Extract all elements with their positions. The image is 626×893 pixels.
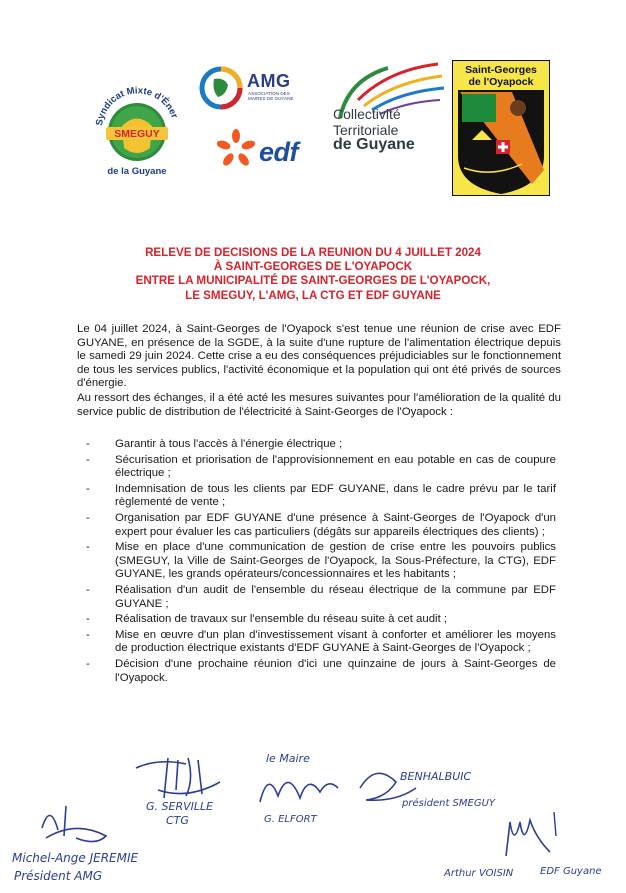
edf-logo	[215, 128, 315, 174]
signature-amg	[6, 800, 186, 886]
svg-text:BENHALBUIC: BENHALBUIC	[400, 770, 472, 783]
svg-text:G. ELFORT: G. ELFORT	[264, 814, 317, 825]
amg-logo	[198, 65, 310, 111]
title-line: LE SMEGUY, L'AMG, LA CTG ET EDF GUYANE	[185, 288, 441, 302]
list-item: - Réalisation de travaux sur l'ensemble du réseau suite à cet audit ;	[86, 613, 448, 626]
list-item: - Indemnisation de tous les clients par EDF GUYANE, dans le cadre prévu par le tarif règlementé de vente ;	[86, 482, 556, 509]
measures-list	[86, 438, 556, 687]
ctg-line-1: Collectivité	[333, 106, 401, 122]
svg-text:EDF Guyane: EDF Guyane	[540, 866, 602, 877]
smeguy-arc-text: Syndicat Mixte d'Éner	[93, 85, 180, 127]
title-line: À SAINT-GEORGES DE L'OYAPOCK	[213, 260, 413, 274]
measures-intro-paragraph: Au ressort des échanges, il a été acté les mesures suivantes pour l'amélioration de la qualité du service public de distribution de l'électricité à Saint-Georges de l'Oyapock :	[77, 392, 561, 418]
ctg-logo	[328, 60, 448, 180]
saint-georges-title: Saint-Georges de l'Oyapock	[465, 64, 537, 88]
svg-text:Michel-Ange JEREMIE: Michel-Ange JEREMIE	[12, 851, 139, 865]
svg-text:président SMEGUY: président SMEGUY	[402, 798, 496, 809]
ctg-line-2: Territoriale	[333, 122, 399, 138]
title-line: ENTRE LA MUNICIPALITÉ DE SAINT-GEORGES DE L'OYAPOCK,	[135, 274, 491, 288]
svg-text:G. SERVILLE: G. SERVILLE	[146, 800, 214, 813]
svg-text:Président AMG: Président AMG	[14, 869, 103, 883]
svg-text:CTG: CTG	[166, 814, 189, 827]
signature-edf	[444, 808, 624, 888]
list-item: - Organisation par EDF GUYANE d'une présence à Saint-Georges de l'Oyapock d'un expert pour évaluer les cas particuliers (dégâts sur appareils électriques des clients) ;	[86, 511, 556, 538]
smeguy-logo	[92, 66, 182, 178]
smeguy-bottom-text: de la Guyane	[107, 166, 167, 177]
document-title	[60, 246, 566, 303]
list-item: - Décision d'une prochaine réunion d'ici une quinzaine de jours à Saint-Georges de l'Oyapock.	[86, 657, 556, 684]
list-item: - Garantir à tous l'accès à l'énergie électrique ;	[86, 438, 343, 450]
smeguy-badge: SMEGUY	[114, 128, 160, 140]
amg-emblem-icon	[198, 65, 244, 111]
saint-georges-coat-of-arms	[452, 60, 550, 196]
list-item: - Sécurisation et priorisation de l'approvisionnement en eau potable en cas de coupure électrique ;	[86, 453, 556, 480]
amg-subtitle: ASSOCIATION DES MAIRES DE GUYANE	[248, 91, 294, 102]
title-line: RELEVE DE DECISIONS DE LA REUNION DU 4 JUILLET 2024	[145, 246, 481, 259]
list-item: - Mise en œuvre d'un plan d'investissement visant à conforter et améliorer les moyens de production électrique existants d'EDF GUYANE à Saint-Georges de l'Oyapock ;	[86, 628, 556, 655]
signature-maire	[248, 748, 348, 828]
edf-flower-icon	[215, 128, 257, 170]
signature-scribble-icon	[444, 808, 624, 888]
ctg-line-3: de Guyane	[333, 136, 415, 153]
edf-name: edf	[259, 137, 298, 167]
amg-name: AMG	[247, 71, 291, 91]
logo-banner	[0, 0, 626, 210]
list-item: - Mise en place d'une communication de gestion de crise entre les pouvoirs publics (SMEGUY, la Ville de Saint-Georges de l'Oyapock, la Sous-Préfecture, la CTG), EDF GUYANE, les grands opérateurs/concessionnaires et les habitants ;	[86, 541, 556, 581]
signature-scribble-icon	[248, 748, 348, 828]
svg-text:Arthur VOISIN: Arthur VOISIN	[444, 868, 514, 879]
svg-text:le Maire: le Maire	[266, 752, 310, 765]
intro-paragraph: Le 04 juillet 2024, à Saint-Georges de l'Oyapock s'est tenue une réunion de crise avec EDF GUYANE, en présence de la SGDE, à la suite d'une rupture de l'alimentation électrique depuis le samedi 29 juin 2024. Cette crise a eu des conséquences préjudiciables sur le fonctionnement de tous les services publics, l'activité économique et la population qui ont été privés de sources d'énergie.	[77, 323, 561, 390]
list-item: - Réalisation d'un audit de l'ensemble du réseau électrique de la commune par EDF GUYANE ;	[86, 583, 556, 610]
signature-scribble-icon	[6, 800, 186, 886]
